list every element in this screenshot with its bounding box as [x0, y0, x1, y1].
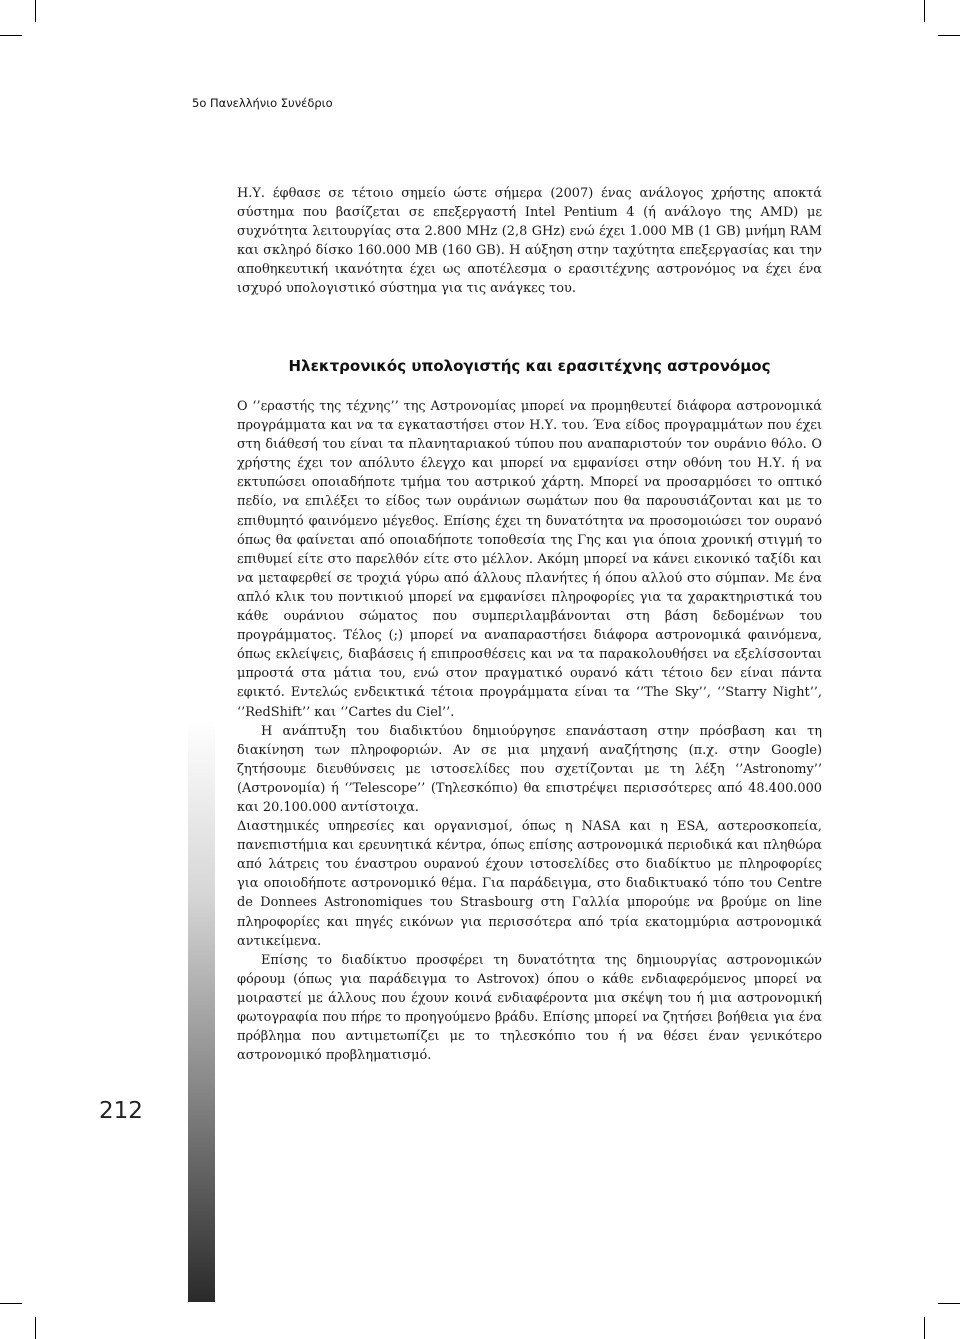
crop-mark-top-left-h	[0, 35, 22, 36]
crop-mark-bottom-left-h	[0, 1303, 22, 1304]
intro-paragraph-block	[237, 184, 822, 299]
crop-mark-bottom-right-h	[938, 1303, 960, 1304]
crop-mark-top-left-v	[35, 0, 36, 22]
crop-mark-top-right-v	[924, 0, 925, 22]
crop-mark-top-right-h	[938, 35, 960, 36]
section-body	[237, 397, 822, 1065]
section-paragraph-4: Επίσης το διαδίκτυο προσφέρει τη δυνατότητα της δημιουργίας αστρονομικών φόρουμ (όπως για παράδειγμα το Astrovox) όπου ο κάθε ενδιαφερόμενος μπορεί να μοιραστεί με άλλους που έχουν κοινά ενδιαφέροντα μια σκέψη του ή μια αστρονομική φωτογραφία που πήρε το προηγούμενο βράδυ. Επίσης μπορεί να ζητήσει βοήθεια για ένα πρόβλημα που αντιμετωπίζει με το τηλεσκόπιο του ή να θέσει έναν γενικότερο αστρονομικό προβληματισμό.	[237, 952, 822, 1064]
gradient-side-bar	[188, 720, 215, 1302]
section-title: Ηλεκτρονικός υπολογιστής και ερασιτέχνης αστρονόμος	[288, 357, 771, 375]
page-number: 212	[99, 1098, 143, 1124]
section-paragraph-3: Διαστημικές υπηρεσίες και οργανισμοί, όπως η NASA και η ESA, αστεροσκοπεία, πανεπιστήμια και ερευνητικά κέντρα, όπως επίσης αστρονομικά περιοδικά και πληθώρα από λάτρεις του έναστρου ουρανού έχουν ιστοσελίδες στο διαδίκτυο με πληροφορίες για οποιοδήποτε αστρονομικό θέμα. Για παράδειγμα, στο διαδικτυακό τόπο του Centre de Donnees Astronomiques του Strasbourg στη Γαλλία μπορούμε να βρούμε on line πληροφορίες και πηγές εικόνων για περισσότερα από τρία εκατομμύρια αστρονομικά αντικείμενα.	[237, 819, 822, 949]
section-paragraph-2: Η ανάπτυξη του διαδικτύου δημιούργησε επανάσταση στην πρόσβαση και τη διακίνηση των πληροφοριών. Αν σε μια μηχανή αναζήτησης (π.χ. στην Google) ζητήσουμε διευθύνσεις με ιστοσελίδες που σχετίζονται με τη λέξη ‘’Astronomy’’ (Αστρονομία) ή ‘’Telescope’’ (Τηλεσκόπιο) θα επιστρέψει περισσότερες από 48.400.000 και 20.100.000 αντίστοιχα.	[237, 723, 822, 815]
crop-mark-bottom-left-v	[35, 1317, 36, 1339]
crop-mark-bottom-right-v	[924, 1317, 925, 1339]
intro-paragraph: Η.Υ. έφθασε σε τέτοιο σημείο ώστε σήμερα (2007) ένας ανάλογος χρήστης αποκτά σύστημα που βασίζεται σε επεξεργαστή Intel Pentium 4 (ή ανάλογο της AMD) με συχνότητα λειτουργίας στα 2.800 MHz (2,8 GHz) ενώ έχει 1.000 MB (1 GB) μνήμη RAM και σκληρό δίσκο 160.000 MB (160 GB). Η αύξηση στην ταχύτητα επεξεργασίας και την αποθηκευτική ικανότητα έχει ως αποτέλεσμα ο ερασιτέχνης αστρονόμος να έχει ένα ισχυρό υπολογιστικό σύστημα για τις ανάγκες του.	[237, 186, 822, 297]
section-paragraph-1: Ο ‘’εραστής της τέχνης’’ της Αστρονομίας μπορεί να προμηθευτεί διάφορα αστρονομικά προγράμματα και να τα εγκαταστήσει στον Η.Υ. του. Ένα είδος προγραμμάτων που έχει στη διάθεσή του είναι τα πλανηταριακού τύπου που αναπαριστούν τον ουράνιο θόλο. Ο χρήστης έχει τον απόλυτο έλεγχο και μπορεί να εμφανίσει στην οθόνη του Η.Υ. ή να εκτυπώσει οποιαδήποτε τμήμα του αστρικού χάρτη. Μπορεί να προσαρμόσει το οπτικό πεδίο, να επιλέξει το είδος των ουράνιων σωμάτων που θα παρουσιάζονται και με το επιθυμητό φαινόμενο μέγεθος. Επίσης έχει τη δυνατότητα να προσομοιώσει τον ουρανό όπως θα φαίνεται από οποιαδήποτε τοποθεσία της Γης και για όποια χρονική στιγμή το επιθυμεί είτε στο παρελθόν είτε στο μέλλον. Ακόμη μπορεί να κάνει εικονικό ταξίδι και να μεταφερθεί σε τροχιά γύρω από άλλους πλανήτες ή όπου αλλού στο σύμπαν. Με ένα απλό κλικ του ποντικιού μπορεί να εμφανίσει πληροφορίες για τα χαρακτηριστικά του κάθε ουράνιου σώματος που συμπεριλαμβάνονται στη βάση δεδομένων του προγράμματος. Τέλος (;) μπορεί να αναπαραστήσει διάφορα αστρονομικά φαινόμενα, όπως εκλείψεις, διαβάσεις ή επιπροσθέσεις και να τα παρακολουθήσει να εξελίσσονται μπροστά στα μάτια του, ενώ στον πραγματικό ουρανό κάτι τέτοιο δεν είναι πάντα εφικτό. Εντελώς ενδεικτικά τέτοια προγράμματα είναι τα ‘’The Sky’’, ‘’Starry Night’’, ‘’RedShift’’ και ‘’Cartes du Ciel’’.	[237, 399, 822, 720]
running-header: 5ο Πανελλήνιο Συνέδριο	[192, 96, 333, 110]
